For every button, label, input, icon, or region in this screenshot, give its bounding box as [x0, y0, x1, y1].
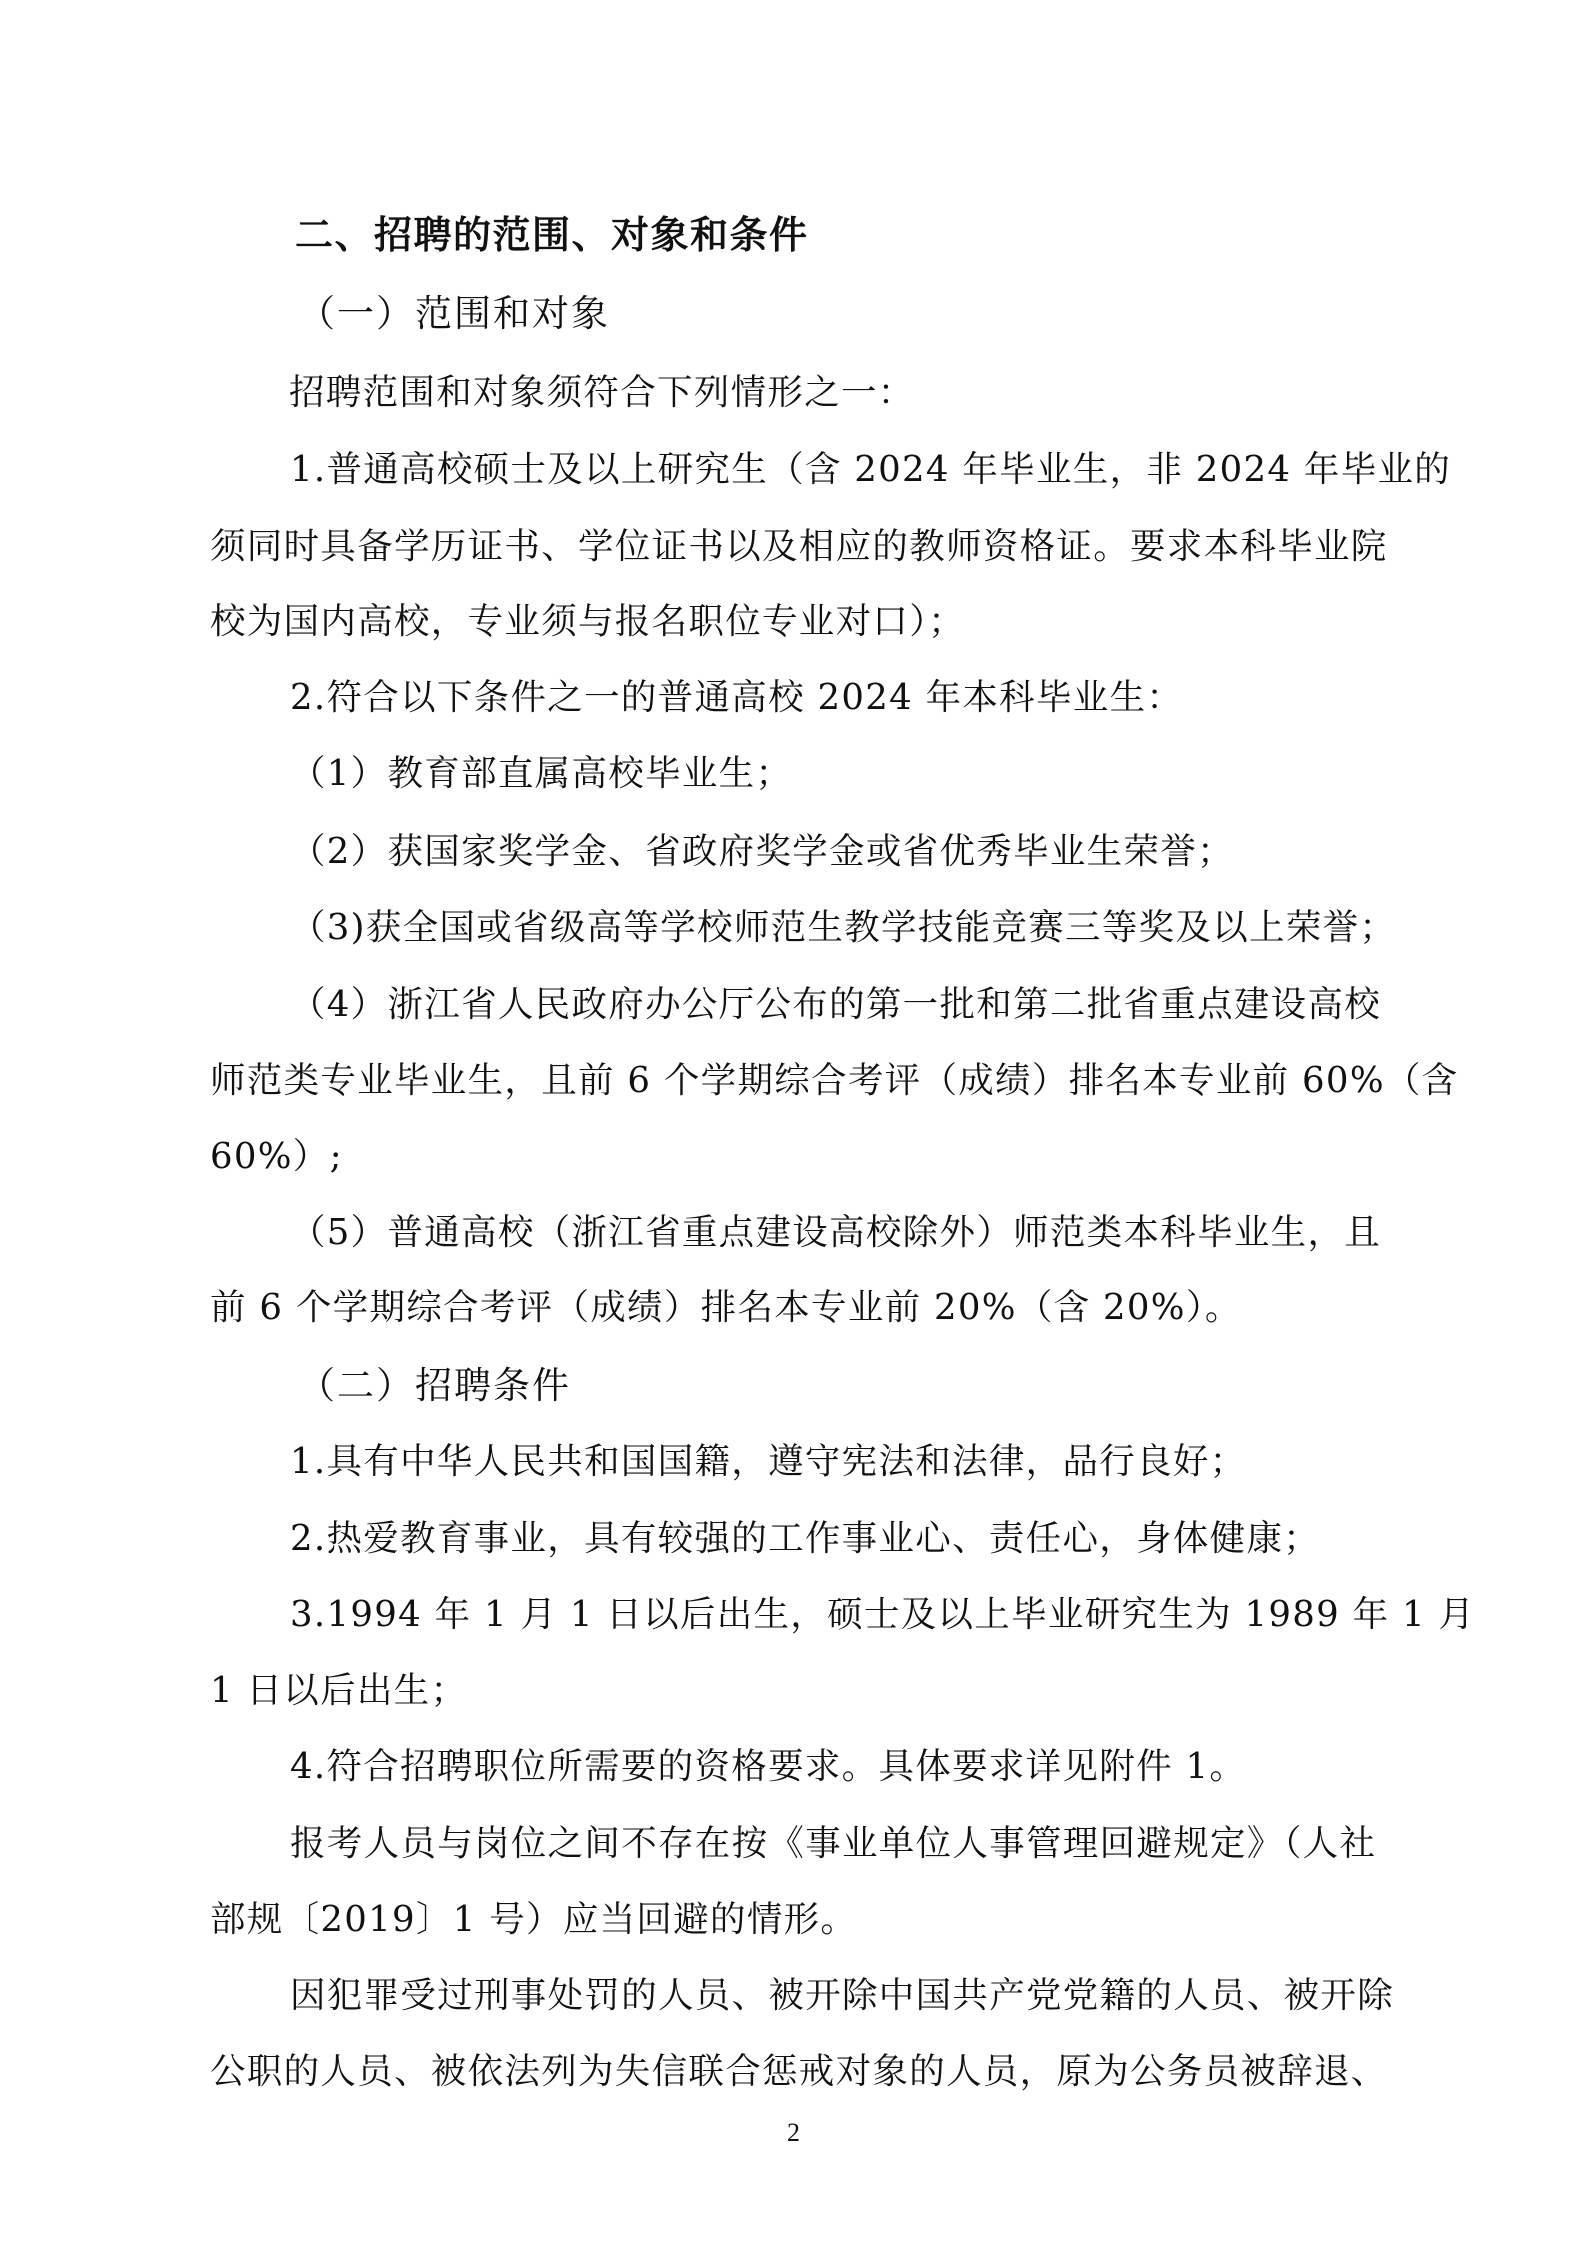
paragraph-line: 部规〔2019〕1 号）应当回避的情形。 — [210, 1899, 858, 1940]
paragraph-line: 师范类专业毕业生，且前 6 个学期综合考评（成绩）排名本专业前 60%（含 — [210, 1060, 1459, 1101]
section-heading: 二、招聘的范围、对象和条件 — [295, 213, 809, 257]
paragraph-line: 3.1994 年 1 月 1 日以后出生，硕士及以上毕业研究生为 1989 年 1 月 — [290, 1594, 1476, 1635]
paragraph-line: 公职的人员、被依法列为失信联合惩戒对象的人员，原为公务员被辞退、 — [210, 2051, 1388, 2092]
list-item: （1）教育部直属高校毕业生； — [290, 753, 793, 794]
paragraph-line: 1.普通高校硕士及以上研究生（含 2024 年毕业生，非 2024 年毕业的 — [290, 449, 1452, 490]
list-item: （5）普通高校（浙江省重点建设高校除外）师范类本科毕业生，且 — [290, 1212, 1382, 1253]
list-item: （4）浙江省人民政府办公厅公布的第一批和第二批省重点建设高校 — [290, 984, 1382, 1025]
paragraph-line: 前 6 个学期综合考评（成绩）排名本专业前 20%（含 20%）。 — [210, 1287, 1242, 1328]
subsection-heading-conditions: （二）招聘条件 — [298, 1364, 571, 1407]
paragraph-line: 招聘范围和对象须符合下列情形之一： — [289, 372, 915, 413]
paragraph-line: 1.具有中华人民共和国国籍，遵守宪法和法律，品行良好； — [290, 1441, 1247, 1482]
paragraph-line: 4.符合招聘职位所需要的资格要求。具体要求详见附件 1。 — [290, 1746, 1247, 1787]
page-number: 2 — [787, 2118, 800, 2147]
paragraph-line: 1 日以后出生； — [210, 1670, 468, 1711]
paragraph-line: 2.符合以下条件之一的普通高校 2024 年本科毕业生： — [290, 677, 1184, 718]
paragraph-line: 报考人员与岗位之间不存在按《事业单位人事管理回避规定》（人社 — [290, 1823, 1377, 1864]
subsection-heading-scope: （一）范围和对象 — [298, 292, 610, 335]
paragraph-line: 因犯罪受过刑事处罚的人员、被开除中国共产党党籍的人员、被开除 — [290, 1975, 1395, 2016]
paragraph-line: 须同时具备学历证书、学位证书以及相应的教师资格证。要求本科毕业院 — [210, 526, 1388, 567]
paragraph-line: 2.热爱教育事业，具有较强的工作事业心、责任心，身体健康； — [290, 1518, 1321, 1559]
list-item: （3)获全国或省级高等学校师范生教学技能竞赛三等奖及以上荣誉； — [290, 907, 1397, 948]
list-item: （2）获国家奖学金、省政府奖学金或省优秀毕业生荣誉； — [290, 831, 1234, 872]
paragraph-line: 60%）; — [210, 1136, 343, 1177]
paragraph-line: 校为国内高校，专业须与报名职位专业对口）； — [210, 601, 966, 642]
